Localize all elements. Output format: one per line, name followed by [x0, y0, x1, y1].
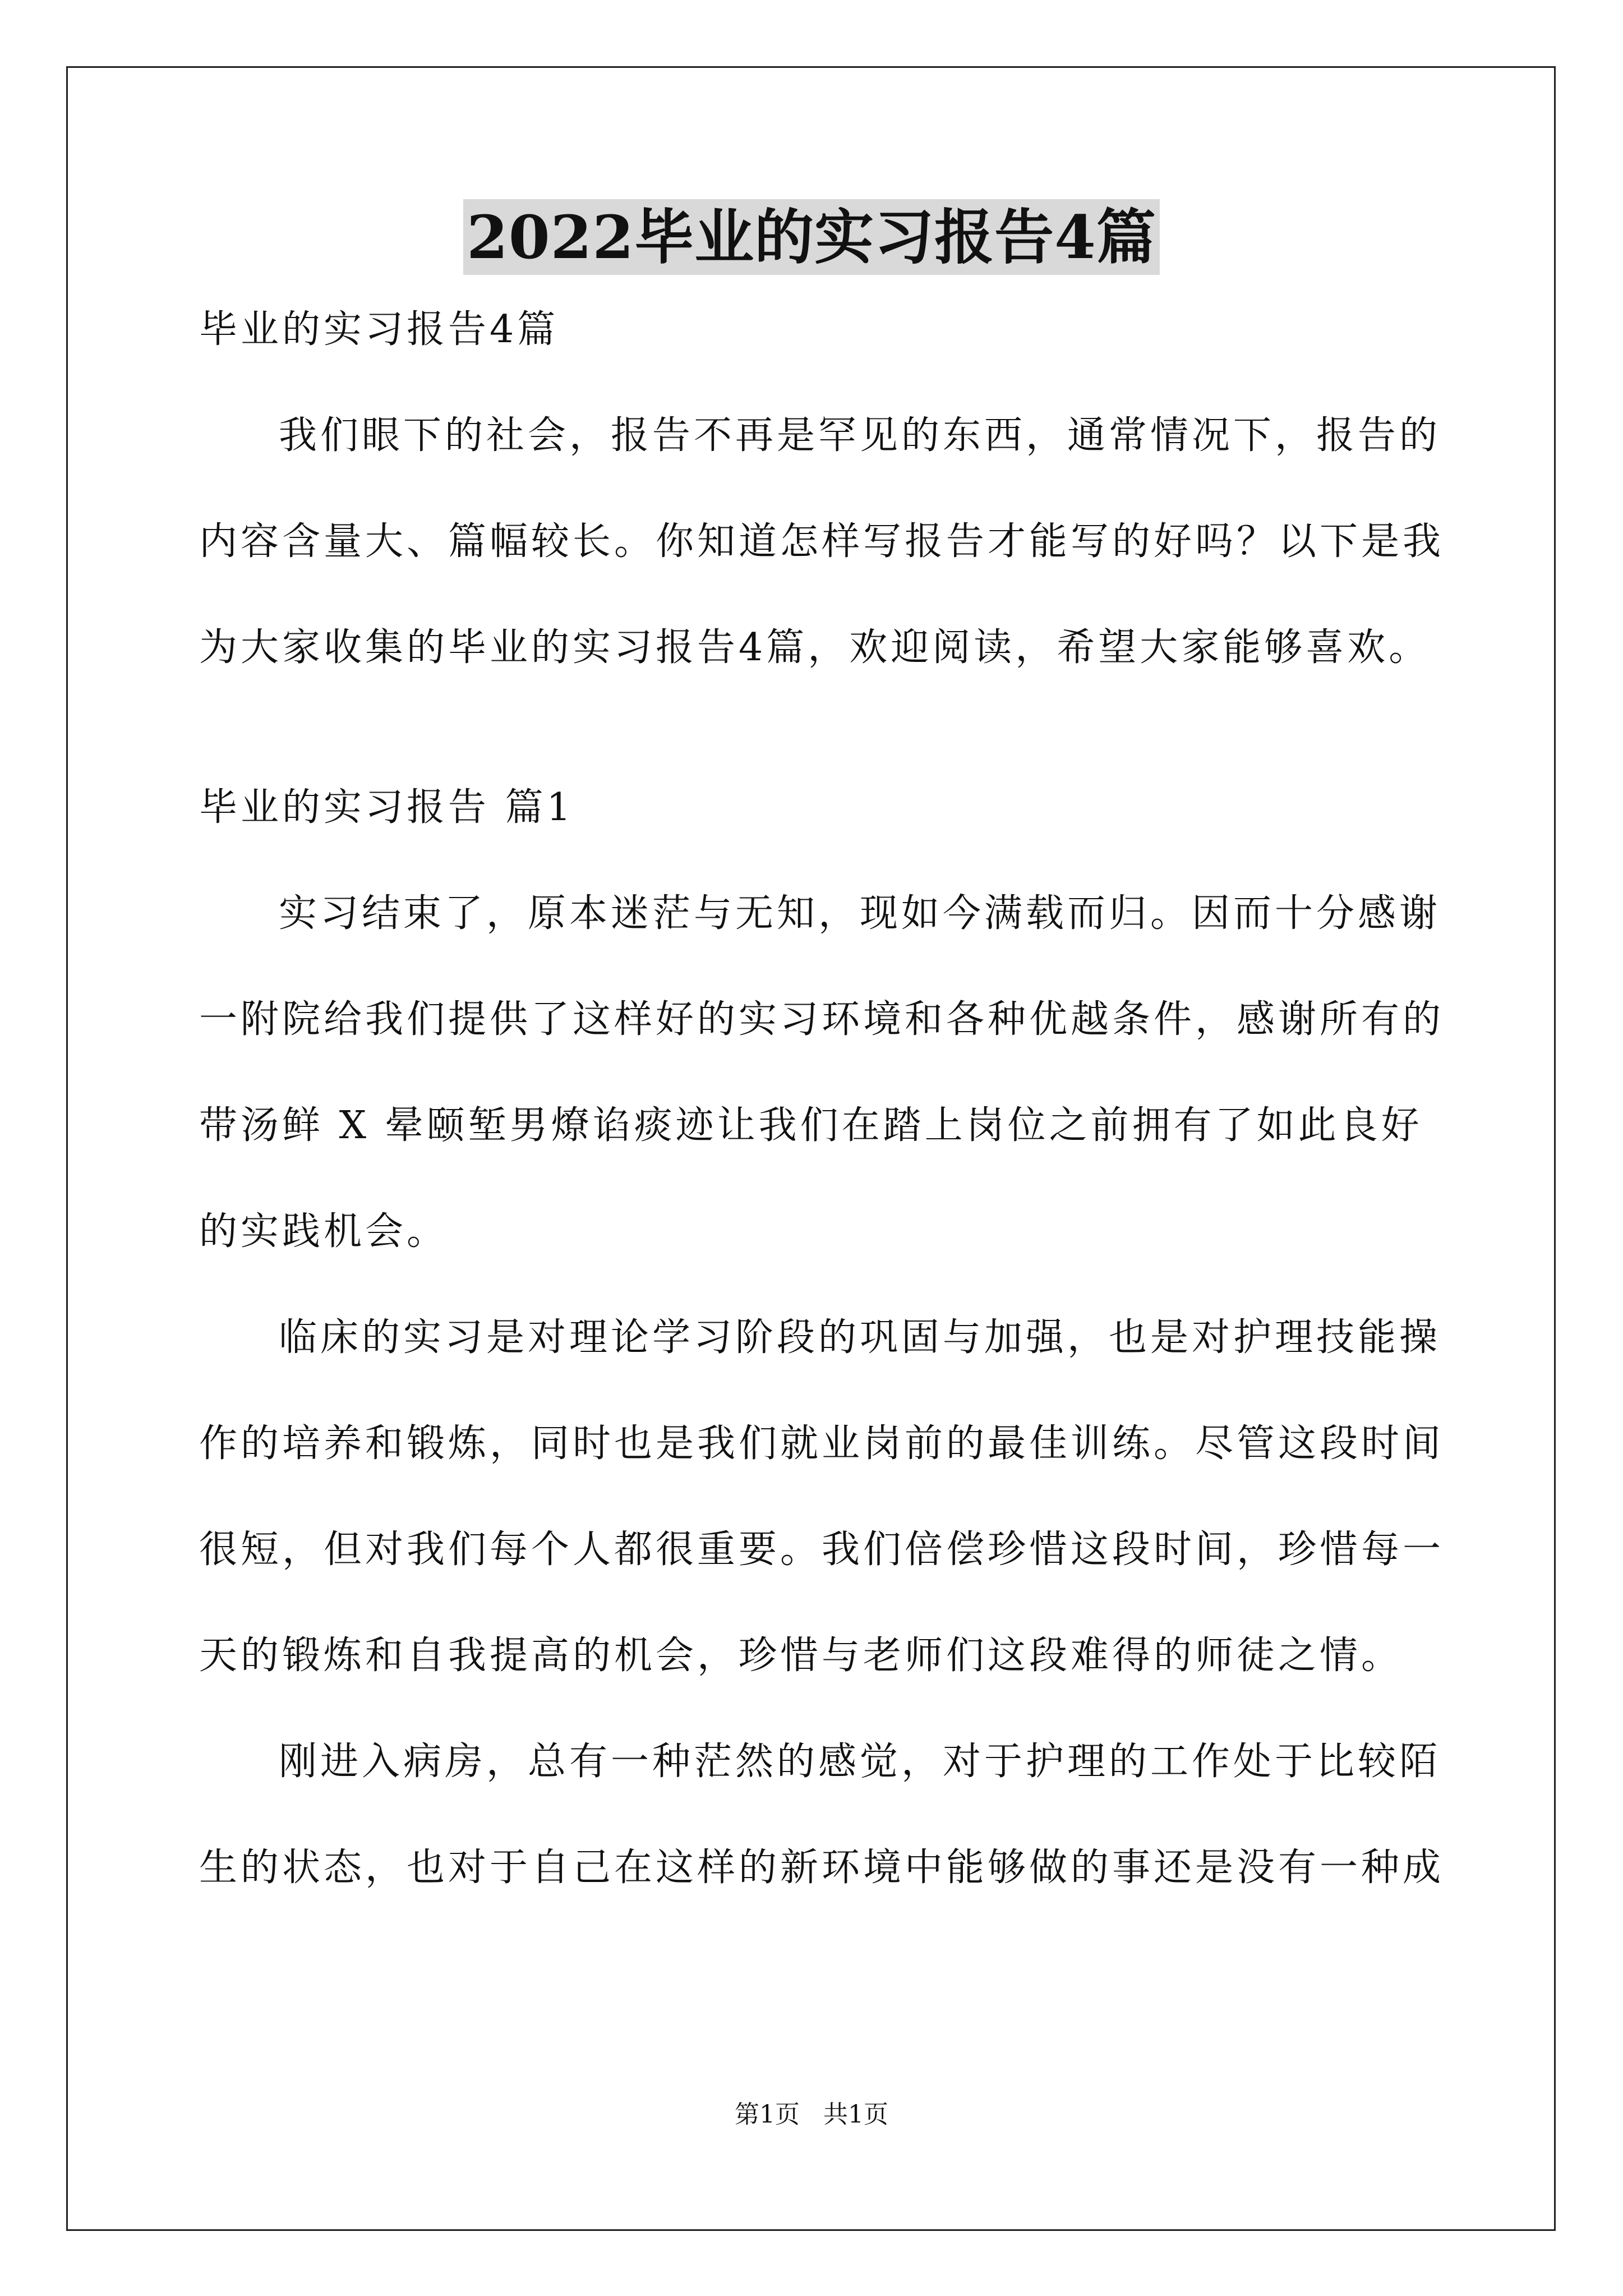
document-title: 2022毕业的实习报告4篇	[463, 199, 1160, 275]
title-container	[0, 199, 1623, 275]
section-heading: 毕业的实习报告 篇1	[199, 785, 574, 830]
intro-line: 为大家收集的毕业的实习报告4篇，欢迎阅读，希望大家能够喜欢。	[199, 625, 1431, 670]
paragraph-line: 一附院给我们提供了这样好的实习环境和各种优越条件，感谢所有的	[199, 997, 1445, 1042]
paragraph-line: 的实践机会。	[199, 1209, 449, 1254]
intro-line: 我们眼下的社会，报告不再是罕见的东西，通常情况下，报告的	[279, 413, 1441, 458]
paragraph-line: 天的锻炼和自我提高的机会，珍惜与老师们这段难得的师徒之情。	[199, 1634, 1403, 1678]
document-subtitle: 毕业的实习报告4篇	[199, 307, 559, 352]
paragraph-line: 很短，但对我们每个人都很重要。我们倍偿珍惜这段时间，珍惜每一	[199, 1527, 1445, 1572]
intro-line: 内容含量大、篇幅较长。你知道怎样写报告才能写的好吗？以下是我	[199, 519, 1445, 564]
paragraph-line: 实习结束了，原本迷茫与无知，现如今满载而归。因而十分感谢	[279, 891, 1441, 936]
page-number-total: 共1页	[823, 2100, 888, 2129]
page-number-current: 第1页	[735, 2100, 800, 2129]
page-footer	[0, 2098, 1623, 2132]
paragraph-line: 作的培养和锻炼，同时也是我们就业岗前的最佳训练。尽管这段时间	[199, 1421, 1445, 1466]
document-body	[199, 303, 1445, 1947]
paragraph-line: 刚进入病房，总有一种茫然的感觉，对于护理的工作处于比较陌	[279, 1740, 1441, 1784]
section-gap	[199, 727, 1427, 781]
paragraph-line: 生的状态，也对于自己在这样的新环境中能够做的事还是没有一种成	[199, 1846, 1445, 1890]
paragraph-line: 临床的实习是对理论学习阶段的巩固与加强，也是对护理技能操	[279, 1315, 1441, 1360]
paragraph-line: 带汤鲜 X 晕颐堑男燎谄痰迹让我们在踏上岗位之前拥有了如此良好	[199, 1103, 1423, 1148]
